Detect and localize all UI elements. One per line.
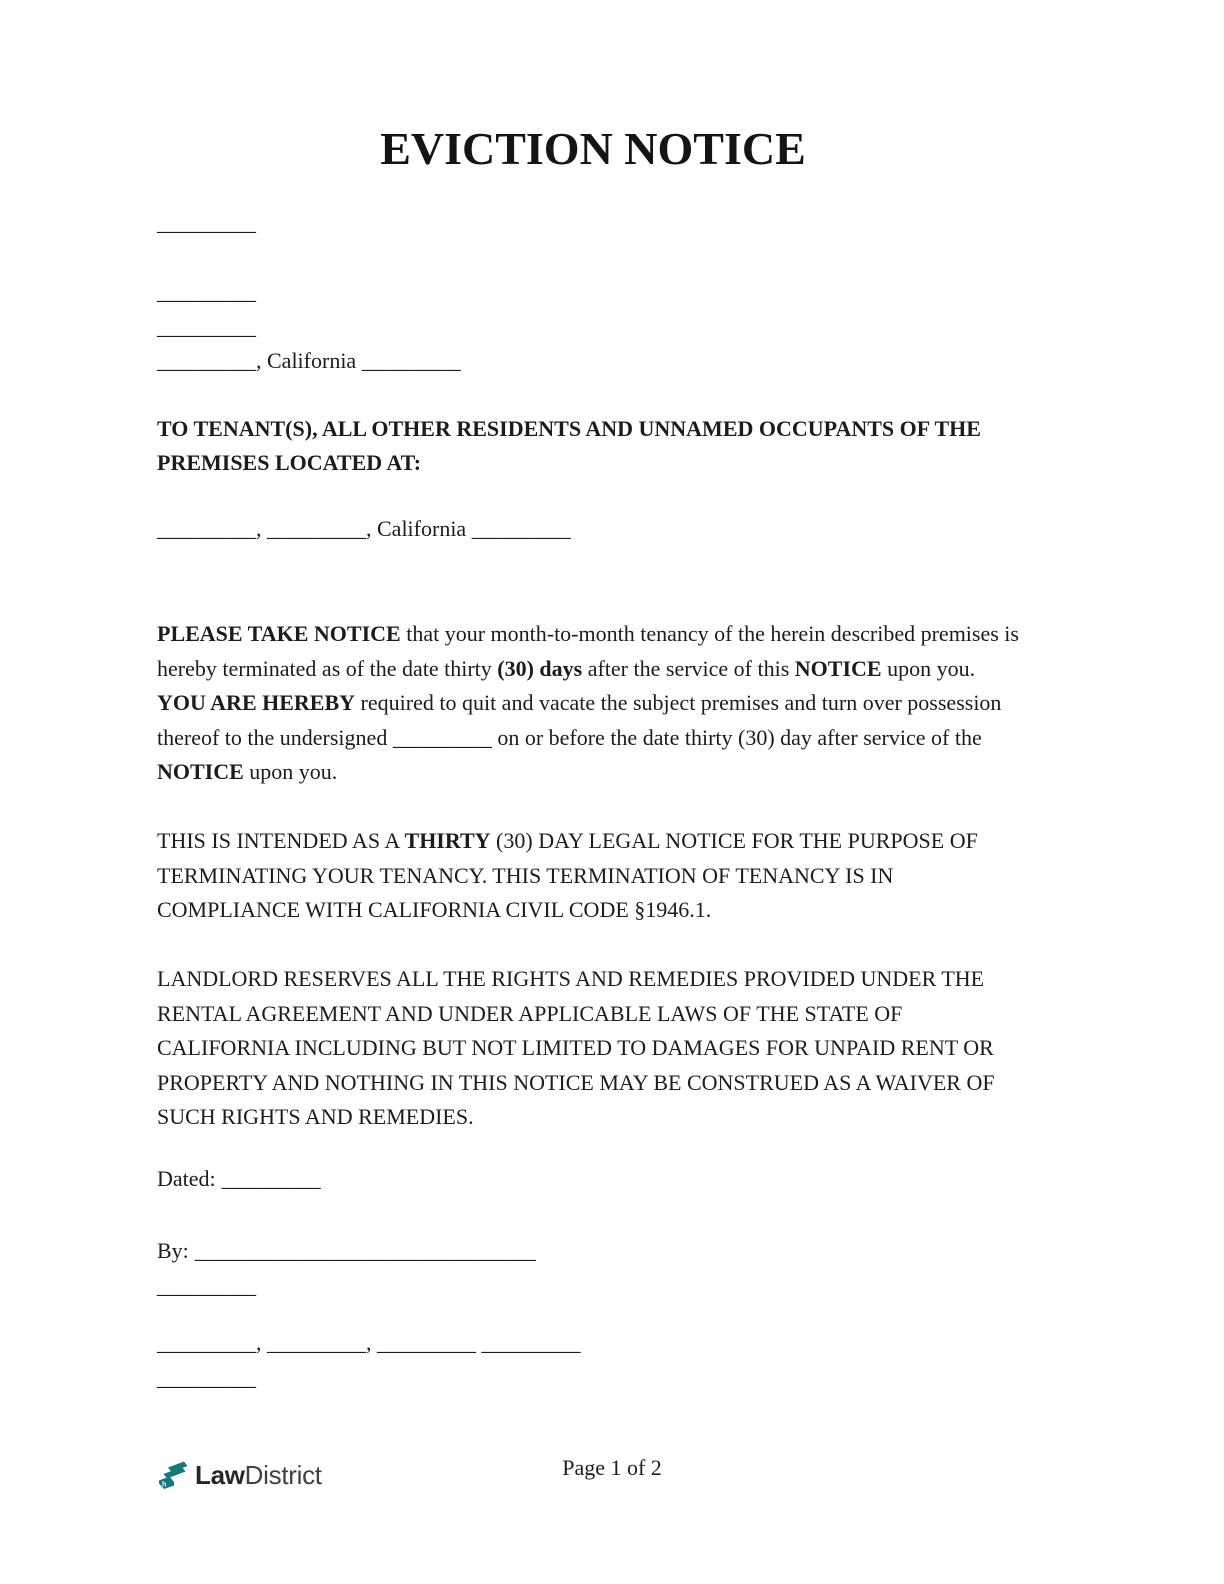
by-signature-blank: _______________________________	[194, 1238, 536, 1263]
brand-wordmark	[195, 1462, 322, 1489]
premises-address-line: _________, _________, California _________	[157, 515, 571, 541]
document-title: EVICTION NOTICE	[380, 123, 806, 174]
text-segment: THIS IS INTENDED AS A	[157, 828, 405, 853]
brand-law: Law	[195, 1460, 245, 1490]
by-label: By:	[157, 1238, 189, 1263]
page-footer	[0, 1449, 1224, 1495]
contact-phone-blank: _________	[157, 1364, 256, 1390]
page-indicator: Page 1 of 2	[562, 1455, 662, 1480]
landlord-address-blank-2: _________	[157, 313, 256, 339]
lawdistrict-logo	[158, 1461, 322, 1489]
text-segment: YOU ARE HEREBY	[157, 690, 356, 715]
intent-paragraph	[157, 824, 1029, 928]
blank-line-spacer	[157, 241, 1029, 276]
contact-address-line: _________, _________, _________ _________	[157, 1330, 581, 1355]
contact-block	[157, 1326, 1029, 1395]
rights-paragraph: LANDLORD RESERVES ALL THE RIGHTS AND REMEDIES PROVIDED UNDER THE RENTAL AGREEMENT AND UNDER APPLICABLE LAWS OF THE STATE OF CALIFORNIA INCLUDING BUT NOT LIMITED TO DAMAGES FOR UNPAID RENT OR PROPERTY AND NOTHING IN THIS NOTICE MAY BE CONSTRUED AS A WAIVER OF SUCH RIGHTS AND REMEDIES.	[157, 966, 995, 1129]
recipient-heading: TO TENANT(S), ALL OTHER RESIDENTS AND UNNAMED OCCUPANTS OF THE PREMISES LOCATED AT:	[157, 415, 981, 475]
landlord-city-state-line: _________, California _________	[157, 348, 461, 373]
text-segment: NOTICE	[157, 759, 244, 784]
text-segment: (30) DAY LEGAL NOTICE FOR THE PURPOSE OF TERMINATING YOUR TENANCY. THIS TERMINATION OF TENANCY IS IN COMPLIANCE WITH CALIFORNIA CIVIL CODE §1946.1.	[157, 828, 978, 922]
text-segment: upon you.	[881, 655, 976, 681]
dated-line	[157, 1162, 1029, 1197]
lawdistrict-logo-icon	[158, 1461, 188, 1489]
landlord-address-blank-1: _________	[157, 279, 256, 304]
text-segment: upon you.	[243, 759, 338, 784]
by-name-blank: _________	[157, 1272, 256, 1298]
text-segment: after the service of this	[582, 655, 795, 681]
by-block	[157, 1234, 1029, 1303]
text-segment: THIRTY	[404, 828, 491, 853]
landlord-address-block	[157, 206, 1029, 379]
logo-glyph: h	[162, 1481, 167, 1489]
notice-paragraph	[157, 617, 1029, 790]
text-segment: that your month-to-month tenancy of the herein described premises is hereby terminated as of the date thirty	[157, 621, 1019, 681]
text-segment: PLEASE TAKE NOTICE	[157, 621, 401, 646]
text-segment: NOTICE	[794, 655, 882, 681]
dated-blank: _________	[221, 1165, 321, 1191]
text-segment: (30) days	[497, 655, 583, 681]
dated-label: Dated:	[157, 1165, 216, 1191]
text-segment: required to quit and vacate the subject premises and turn over possession thereof to the undersigned _________ on or before the date thirty (30) day after service of the	[157, 690, 1002, 750]
landlord-name-blank: _________	[157, 210, 256, 235]
brand-district: District	[244, 1460, 322, 1490]
